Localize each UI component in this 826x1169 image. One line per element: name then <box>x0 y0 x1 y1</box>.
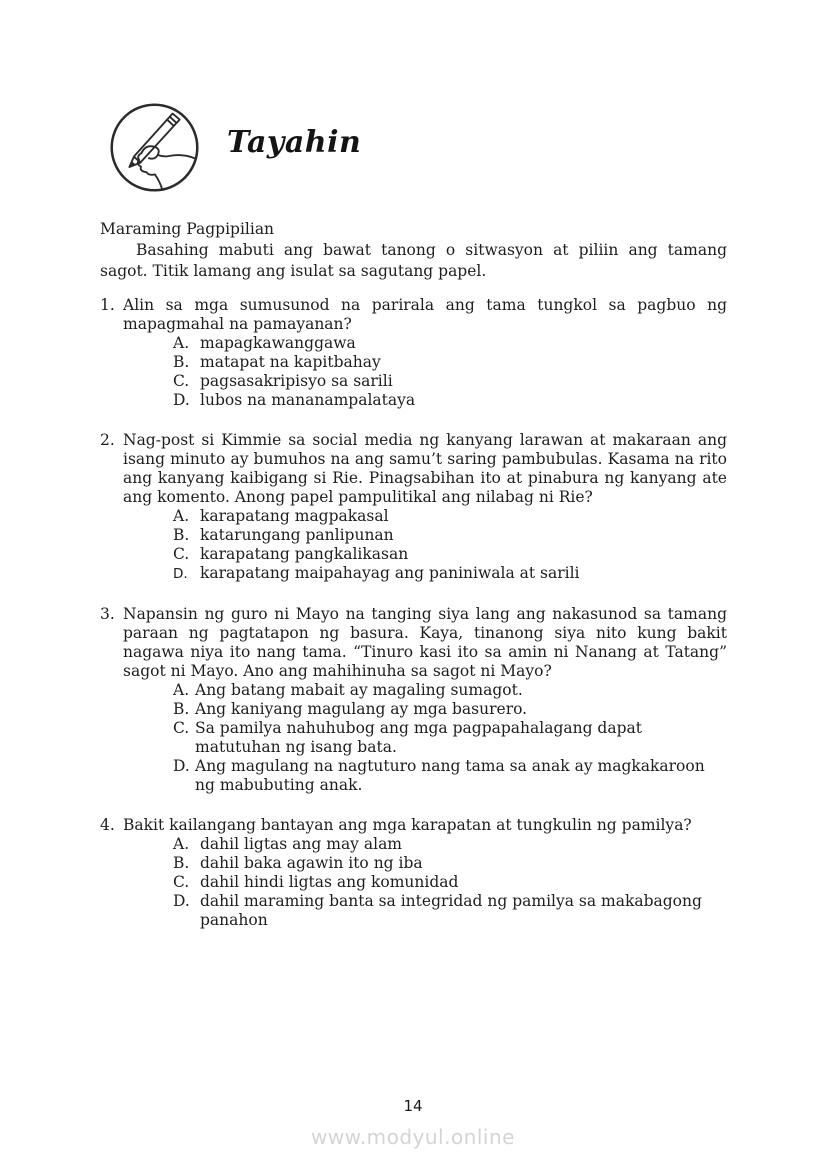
choice-a <box>173 835 727 854</box>
question-2 <box>100 431 727 584</box>
choice-b <box>173 700 727 719</box>
question-body <box>123 816 727 930</box>
question-4 <box>100 816 727 930</box>
question-text: Napansin ng guro ni Mayo na tanging siya lang ang nakasunod sa tamang paraan ng pagtatapon ng basura. Kaya, tinanong siya nito kung bakit nagawa niya ito nang tama. “Tinuro kasi ito sa amin ni Nanang at Tatang” sagot ni Mayo. Ano ang mahihinuha sa sagot ni Mayo? <box>123 605 727 680</box>
question-text: Alin sa mga sumusunod na parirala ang tama tungkol sa pagbuo ng mapagmahal na pamayanan? <box>123 296 727 333</box>
choice-c <box>173 372 727 391</box>
instructions-text: Basahing mabuti ang bawat tanong o sitwasyon at piliin ang tamang sagot. Titik lamang ang isulat sa sagutang papel. <box>100 241 727 280</box>
choice-c <box>173 545 727 564</box>
question-number: 2. <box>100 431 115 449</box>
choice-b <box>173 854 727 873</box>
choice-text: Ang magulang na nagtuturo nang tama sa anak ay magkakaroon ng mabubuting anak. <box>195 757 705 794</box>
question-body <box>123 431 727 584</box>
instructions-section <box>100 219 727 282</box>
choice-text: karapatang maipahayag ang paniniwala at sarili <box>200 564 580 582</box>
choice-d <box>173 757 727 795</box>
choice-label: B. <box>173 700 190 718</box>
choice-d <box>173 391 727 410</box>
choice-text: katarungang panlipunan <box>200 526 394 544</box>
choice-list <box>173 507 727 584</box>
choice-text: Sa pamilya nahuhubog ang mga pagpapahalagang dapat matutuhan ng isang bata. <box>195 719 642 756</box>
choice-text: karapatang pangkalikasan <box>200 545 409 563</box>
choice-a <box>173 507 727 526</box>
choice-text: lubos na mananampalataya <box>200 391 416 409</box>
choice-label: C. <box>173 372 190 390</box>
choice-label: C. <box>173 719 190 737</box>
choice-label: A. <box>173 835 190 853</box>
choice-label: B. <box>173 353 190 371</box>
question-1 <box>100 296 727 410</box>
question-text: Nag-post si Kimmie sa social media ng kanyang larawan at makaraan ang isang minuto ay bumuhos na ang samu’t saring pambubulas. Kasama na rito ang kanyang kaibigang si Rie. Pinagsabihan ito at pinabura ng kanyang ate ang komento. Anong papel pampulitikal ang nilabag ni Rie? <box>123 431 727 506</box>
choice-d <box>173 892 727 930</box>
choice-list <box>173 835 727 930</box>
choice-label: B. <box>173 526 190 544</box>
choice-label: B. <box>173 854 190 872</box>
choice-text: dahil baka agawin ito ng iba <box>200 854 423 872</box>
question-body <box>123 296 727 410</box>
choice-c <box>173 873 727 892</box>
choice-label: A. <box>173 507 190 525</box>
choice-label: D. <box>173 566 188 582</box>
choice-b <box>173 353 727 372</box>
section-heading: Maraming Pagpipilian <box>100 220 275 238</box>
choice-text: mapagkawanggawa <box>200 334 356 352</box>
hand-writing-icon <box>108 101 201 194</box>
question-number: 4. <box>100 816 115 834</box>
choice-a <box>173 681 727 700</box>
choice-text: dahil ligtas ang may alam <box>200 835 403 853</box>
choice-b <box>173 526 727 545</box>
choice-text: Ang kaniyang magulang ay mga basurero. <box>195 700 528 718</box>
question-text: Bakit kailangang bantayan ang mga karapatan at tungkulin ng pamilya? <box>123 816 692 834</box>
question-number: 3. <box>100 605 115 623</box>
question-3 <box>100 605 727 795</box>
question-number: 1. <box>100 296 115 314</box>
page-number: 14 <box>403 1097 423 1115</box>
choice-text: pagsasakripisyo sa sarili <box>200 372 393 390</box>
choice-label: C. <box>173 545 190 563</box>
choice-label: D. <box>173 391 190 409</box>
choice-label: A. <box>173 681 190 699</box>
choice-d <box>173 564 727 584</box>
choice-label: C. <box>173 873 190 891</box>
page-title: Tayahin <box>227 125 362 160</box>
choice-text: dahil hindi ligtas ang komunidad <box>200 873 459 891</box>
choice-list <box>173 681 727 795</box>
watermark: www.modyul.online <box>311 1125 515 1149</box>
question-body <box>123 605 727 795</box>
choice-label: D. <box>173 757 190 775</box>
choice-text: dahil maraming banta sa integridad ng pamilya sa makabagong panahon <box>200 892 702 929</box>
choice-text: matapat na kapitbahay <box>200 353 381 371</box>
choice-text: Ang batang mabait ay magaling sumagot. <box>195 681 523 699</box>
choice-c <box>173 719 727 757</box>
choice-list <box>173 334 727 410</box>
choice-a <box>173 334 727 353</box>
page-header <box>108 100 727 195</box>
choice-text: karapatang magpakasal <box>200 507 389 525</box>
choice-label: A. <box>173 334 190 352</box>
choice-label: D. <box>173 892 190 910</box>
